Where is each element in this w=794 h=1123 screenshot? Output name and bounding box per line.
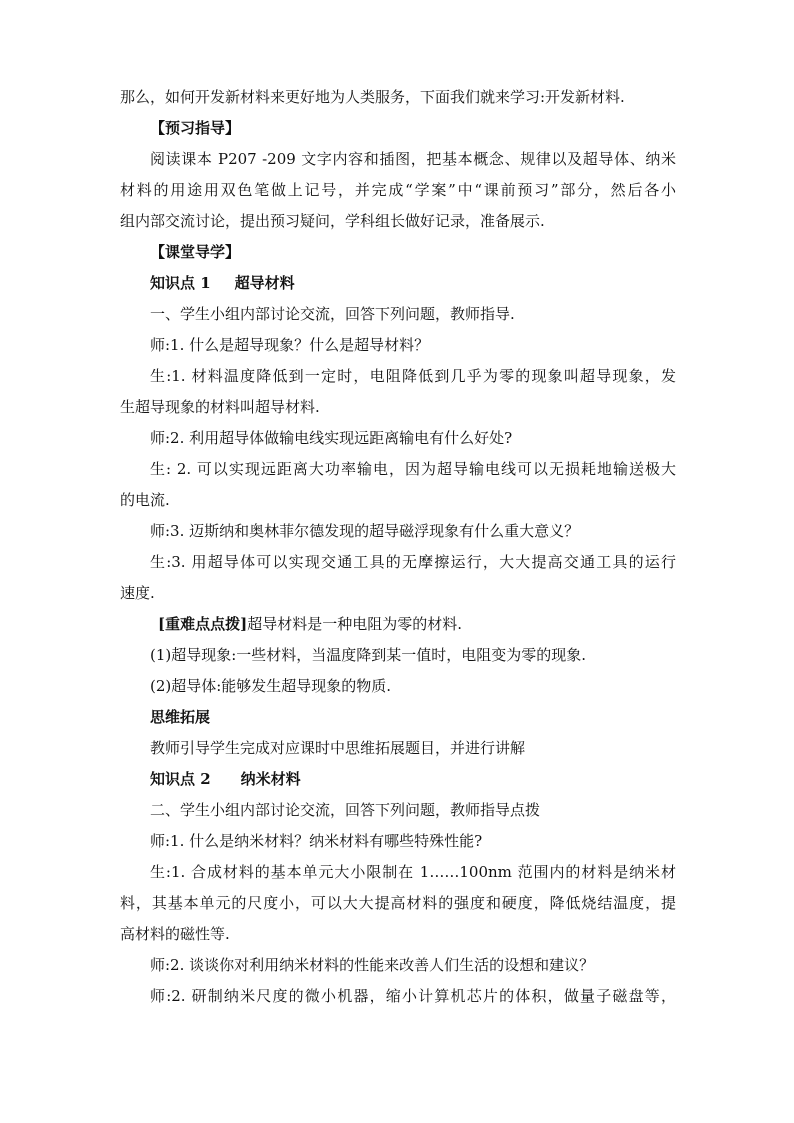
text-line: 料，其基本单元的尺度小，可以大大提高材料的强度和硬度，降低烧结温度，提 bbox=[120, 894, 676, 912]
key-point-text: 超导材料是一种电阻为零的材料. bbox=[247, 615, 462, 633]
knowledge-point-2-heading bbox=[120, 768, 676, 790]
text-line: 师:2. 谈谈你对利用纳米材料的性能来改善人们生活的设想和建议？ bbox=[150, 956, 595, 974]
text-line: 师:2. 利用超导体做输电线实现远距离输电有什么好处? bbox=[150, 429, 513, 447]
knowledge-point-1-heading bbox=[120, 272, 676, 294]
text-line: 二、学生小组内部讨论交流，回答下列问题，教师指导点拨 bbox=[150, 801, 541, 819]
section-heading-thinking-extension: 思维拓展 bbox=[150, 708, 211, 726]
text-line: 那么，如何开发新材料来更好地为人类服务，下面我们就来学习:开发新材料. bbox=[120, 88, 625, 106]
text-line: 师:2. 研制纳米尺度的微小机器，缩小计算机芯片的体积，做量子磁盘等， bbox=[150, 987, 676, 1005]
text-line: 师:3. 迈斯纳和奥林菲尔德发现的超导磁浮现象有什么重大意义？ bbox=[150, 522, 580, 540]
text-line: 高材料的磁性等. bbox=[120, 925, 230, 943]
text-line: 教师引导学生完成对应课时中思维拓展题目，并进行讲解 bbox=[150, 739, 526, 757]
text-line: 生: 2. 可以实现远距离大功率输电，因为超导输电线可以无损耗地输送极大 bbox=[150, 460, 676, 478]
text-line: 生:3. 用超导体可以实现交通工具的无摩擦运行，大大提高交通工具的运行 bbox=[150, 553, 676, 571]
knowledge-point-number: 知识点 1 bbox=[150, 274, 211, 292]
key-point-line bbox=[120, 613, 676, 635]
text-line: 生:1. 材料温度降低到一定时，电阻降低到几乎为零的现象叫超导现象，发 bbox=[150, 367, 676, 385]
text-line: 材料的用途用双色笔做上记号，并完成“学案”中“课前预习”部分，然后各小 bbox=[120, 181, 676, 199]
text-line: 的电流. bbox=[120, 491, 170, 509]
knowledge-point-title: 纳米材料 bbox=[240, 770, 301, 788]
knowledge-point-title: 超导材料 bbox=[234, 274, 295, 292]
text-line: 生:1. 合成材料的基本单元大小限制在 1……100nm 范围内的材料是纳米材 bbox=[150, 863, 676, 881]
text-line: 组内部交流讨论，提出预习疑问，学科组长做好记录，准备展示. bbox=[120, 212, 545, 230]
text-line: 一、学生小组内部讨论交流，回答下列问题，教师指导. bbox=[150, 305, 515, 323]
text-line: 师:1. 什么是纳米材料？纳米材料有哪些特殊性能? bbox=[150, 832, 483, 850]
text-line: 生超导现象的材料叫超导材料. bbox=[120, 398, 320, 416]
knowledge-point-number: 知识点 2 bbox=[150, 770, 211, 788]
key-point-label: [重难点点拨] bbox=[158, 615, 248, 633]
section-heading-class-guide: 【课堂导学】 bbox=[150, 243, 241, 261]
section-heading-preview-guide: 【预习指导】 bbox=[150, 119, 241, 137]
document-body bbox=[120, 86, 676, 1016]
text-line: 速度. bbox=[120, 584, 155, 602]
text-line: 师:1. 什么是超导现象？什么是超导材料？ bbox=[150, 336, 430, 354]
text-line: 阅读课本 P207 -209 文字内容和插图，把基本概念、规律以及超导体、纳米 bbox=[150, 150, 676, 168]
text-line: (1)超导现象:一些材料，当温度降到某一值时，电阻变为零的现象. bbox=[150, 646, 587, 664]
text-line: (2)超导体:能够发生超导现象的物质. bbox=[150, 677, 392, 695]
